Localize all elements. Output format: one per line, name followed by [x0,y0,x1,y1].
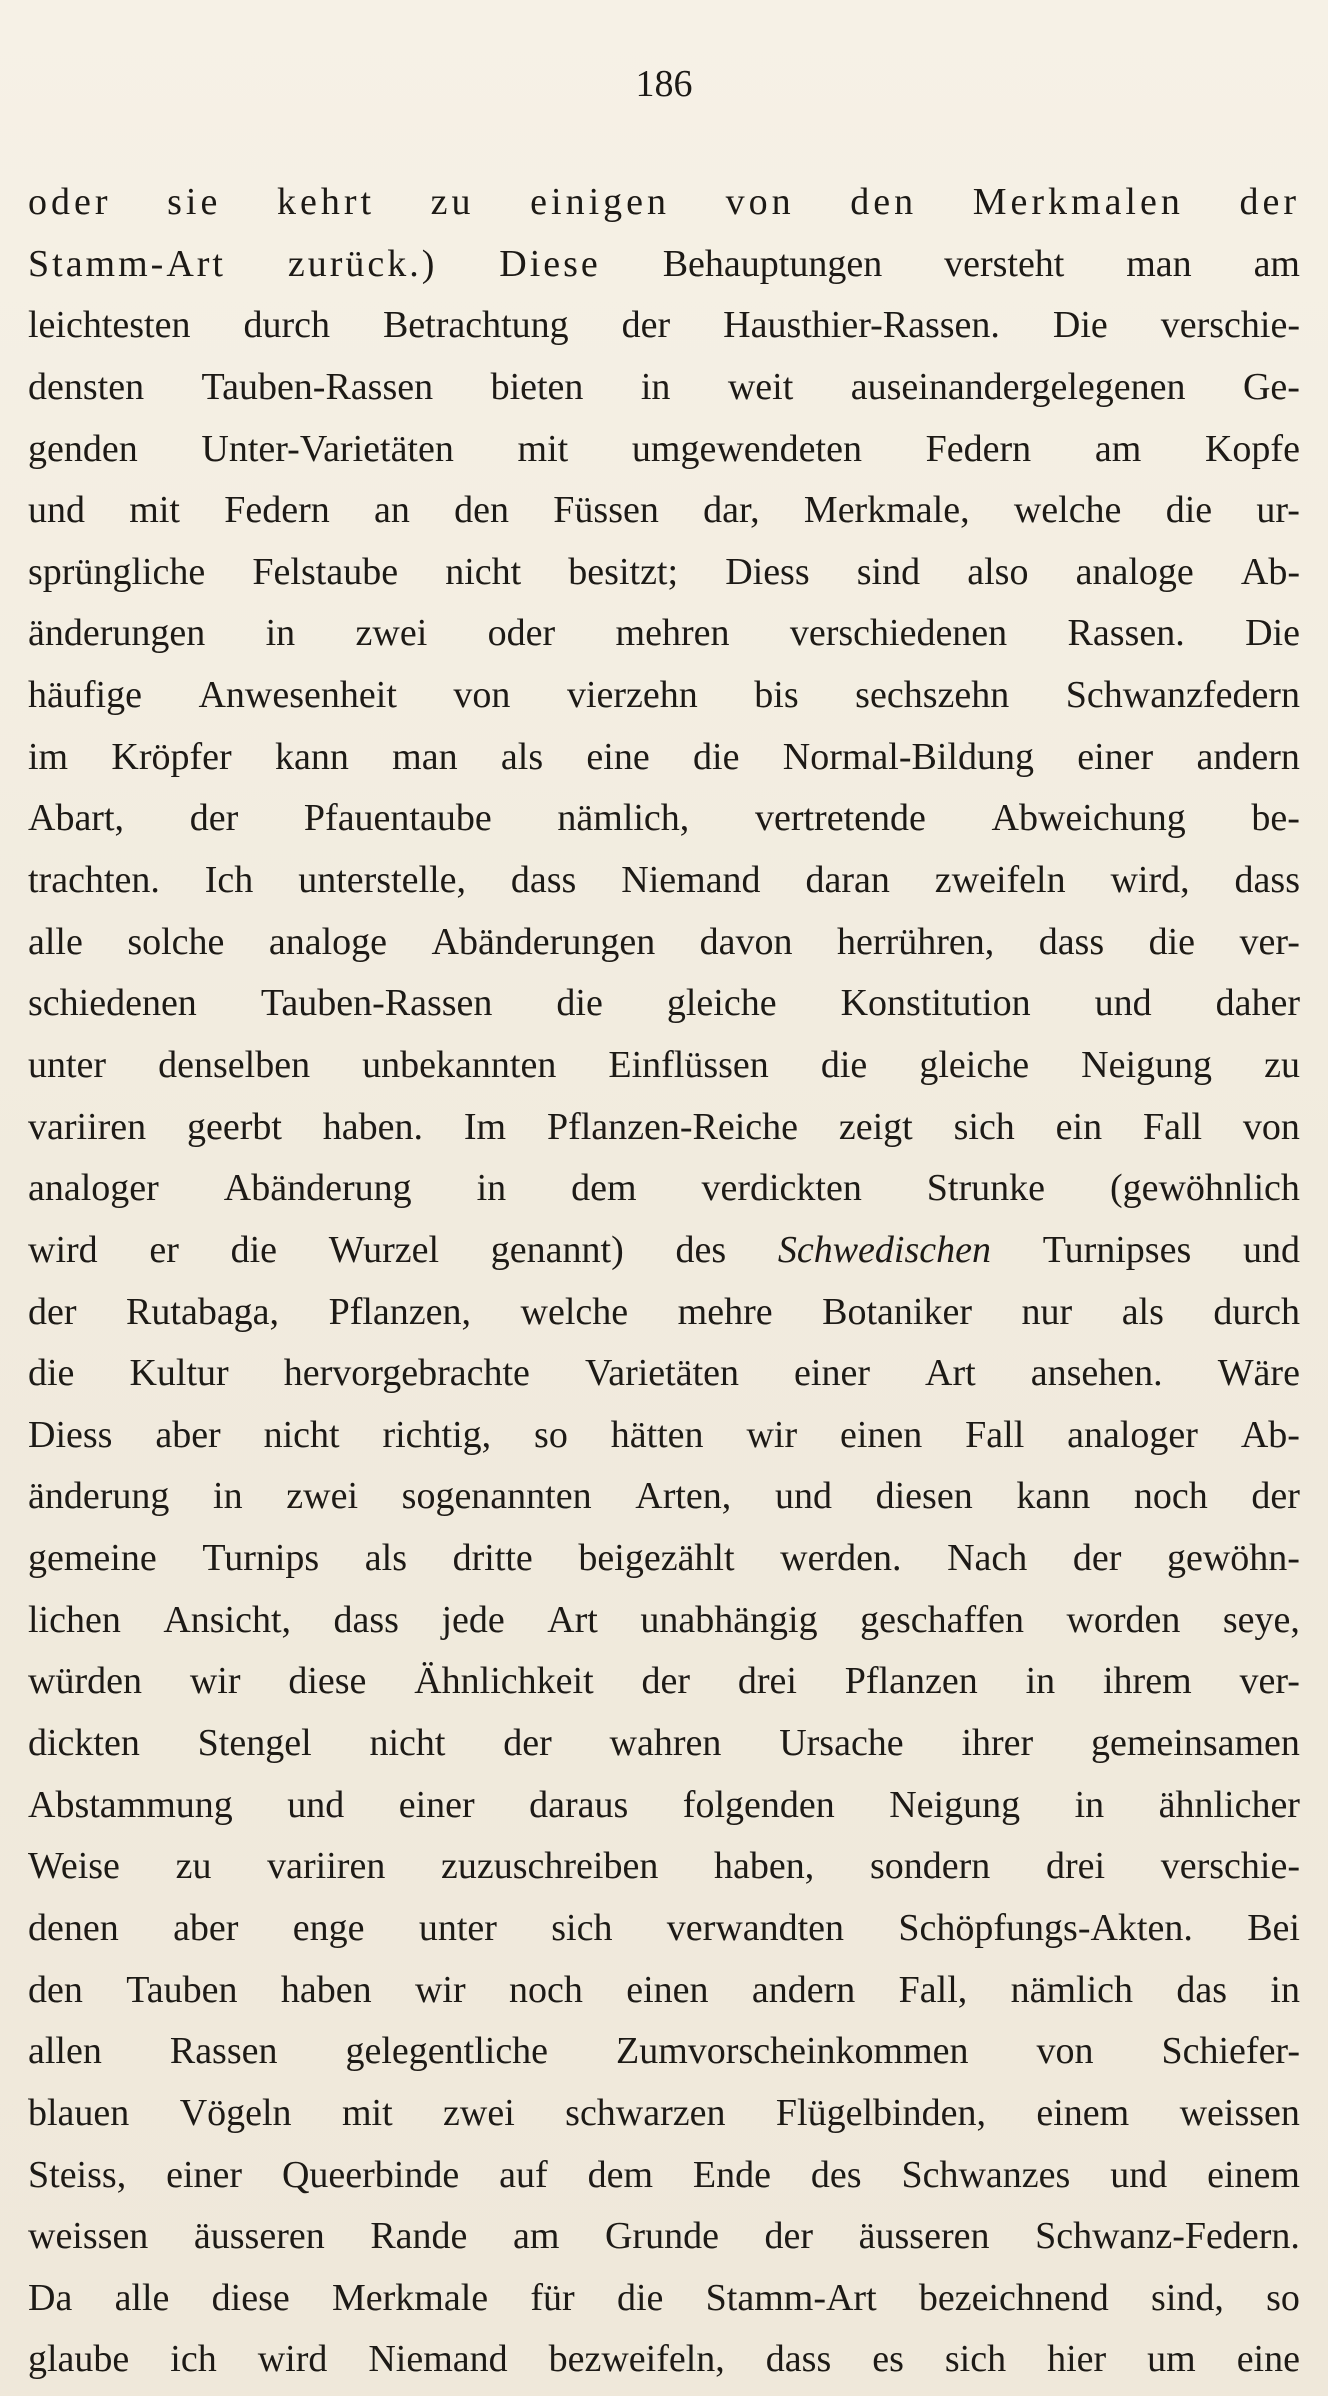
text-line: variiren geerbt haben. Im Pflanzen-Reiche zeigt sich ein Fall von [28,1105,1300,1148]
text-line: und mit Federn an den Füssen dar, Merkmale, welche die ur- [28,489,1300,532]
text-line: denen aber enge unter sich verwandten Schöpfungs-Akten. Bei [28,1906,1300,1949]
text-line: analoger Abänderung in dem verdickten Strunke (gewöhnlich [28,1167,1300,1210]
text-line: unter denselben unbekannten Einflüssen die gleiche Neigung zu [28,1043,1300,1086]
text-line: blauen Vögeln mit zwei schwarzen Flügelbinden, einem weissen [28,2091,1300,2134]
text-line: änderung in zwei sogenannten Arten, und diesen kann noch der [28,1475,1300,1518]
text-line: Abstammung und einer daraus folgenden Neigung in ähnlicher [28,1783,1300,1826]
text-line: Diess aber nicht richtig, so hätten wir einen Fall analoger Ab- [28,1413,1300,1456]
text-line: Abart, der Pfauentaube nämlich, vertretende Abweichung be- [28,797,1300,840]
text-line: glaube ich wird Niemand bezweifeln, dass es sich hier um eine [28,2338,1300,2381]
text-line: der Rutabaga, Pflanzen, welche mehre Botaniker nur als durch [28,1290,1300,1333]
text-line: wird er die Wurzel genannt) des Schwedischen Turnipses und [28,1228,1300,1271]
text-line: Weise zu variiren zuzuschreiben haben, sondern drei verschie- [28,1845,1300,1888]
text-line: im Kröpfer kann man als eine die Normal-Bildung einer andern [28,735,1300,778]
text-line: änderungen in zwei oder mehren verschiedenen Rassen. Die [28,612,1300,655]
text-line: schiedenen Tauben-Rassen die gleiche Konstitution und daher [28,982,1300,1025]
text-line: dickten Stengel nicht der wahren Ursache ihrer gemeinsamen [28,1722,1300,1765]
text-line: genden Unter-Varietäten mit umgewendeten Federn am Kopfe [28,427,1300,470]
text-line: alle solche analoge Abänderungen davon herrühren, dass die ver- [28,920,1300,963]
text-line: Steiss, einer Queerbinde auf dem Ende des Schwanzes und einem [28,2153,1300,2196]
text-line: lichen Ansicht, dass jede Art unabhängig geschaffen worden seye, [28,1598,1300,1641]
text-line: die Kultur hervorgebrachte Varietäten einer Art ansehen. Wäre [28,1352,1300,1395]
text-line: trachten. Ich unterstelle, dass Niemand daran zweifeln wird, dass [28,859,1300,902]
text-line: densten Tauben-Rassen bieten in weit auseinandergelegenen Ge- [28,365,1300,408]
page-number: 186 [635,63,693,105]
text-line: Da alle diese Merkmale für die Stamm-Art bezeichnend sind, so [28,2276,1300,2319]
text-line: Stamm-Art zurück.) Diese Behauptungen versteht man am [28,242,1300,285]
text-line: leichtesten durch Betrachtung der Hausthier-Rassen. Die verschie- [28,304,1300,347]
text-line: allen Rassen gelegentliche Zumvorscheinkommen von Schiefer- [28,2030,1300,2073]
text-line: häufige Anwesenheit von vierzehn bis sechszehn Schwanzfedern [28,674,1300,717]
text-line: weissen äusseren Rande am Grunde der äusseren Schwanz-Federn. [28,2215,1300,2258]
body-text [28,172,1300,2391]
text-line: den Tauben haben wir noch einen andern Fall, nämlich das in [28,1968,1300,2011]
text-line: oder sie kehrt zu einigen von den Merkmalen der [28,181,1300,223]
text-line: würden wir diese Ähnlichkeit der drei Pflanzen in ihrem ver- [28,1660,1300,1703]
text-line: sprüngliche Felstaube nicht besitzt; Diess sind also analoge Ab- [28,550,1300,593]
text-line: gemeine Turnips als dritte beigezählt werden. Nach der gewöhn- [28,1537,1300,1580]
